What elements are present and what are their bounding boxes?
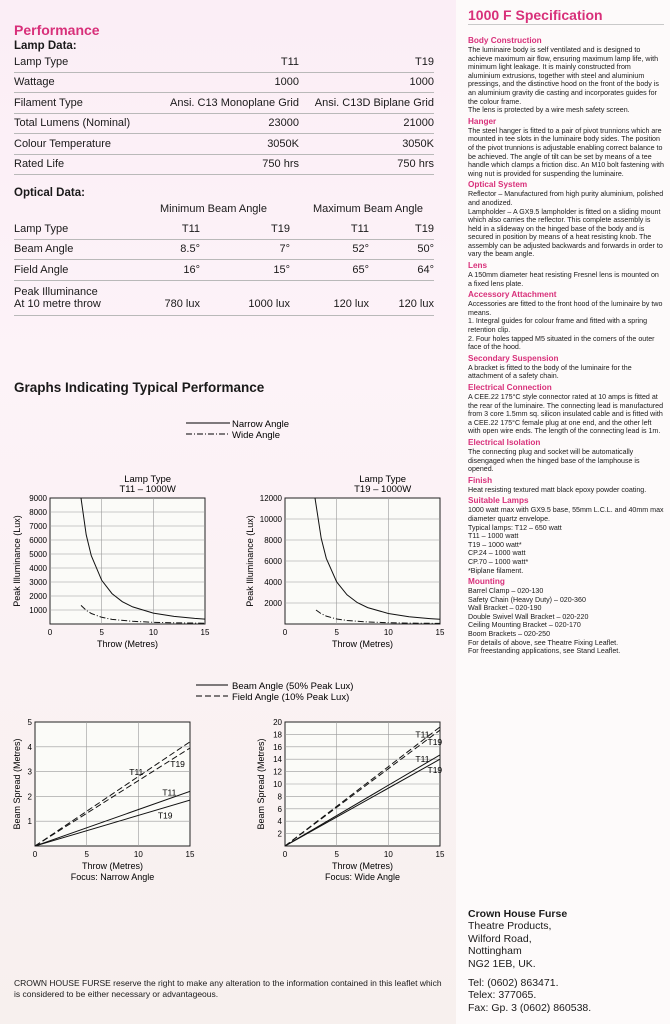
y-tick-label: 2 bbox=[27, 792, 32, 802]
peak-label-2: At 10 metre throw bbox=[14, 297, 101, 310]
y-axis-label: Beam Spread (Metres) bbox=[256, 738, 266, 830]
max-t19-value: 50° bbox=[369, 239, 434, 260]
y-tick-label: 4 bbox=[277, 817, 282, 827]
series-label: T19 bbox=[170, 758, 185, 769]
address-line: Nottingham bbox=[468, 945, 522, 958]
min-t11-value: T11 bbox=[142, 219, 200, 239]
spec-heading: Finish bbox=[468, 475, 493, 485]
address-block bbox=[468, 908, 567, 970]
y-tick-label: 12 bbox=[273, 767, 282, 777]
graphs-title: Graphs Indicating Typical Performance bbox=[14, 380, 265, 395]
x-axis-label: Throw (Metres) bbox=[331, 639, 394, 649]
x-tick-label: 10 bbox=[148, 628, 158, 637]
x-tick-label: 15 bbox=[185, 850, 195, 859]
spec-column bbox=[456, 0, 670, 1024]
legend-field-label: Field Angle (10% Peak Lux) bbox=[232, 692, 350, 703]
x-tick-label: 0 bbox=[282, 628, 288, 637]
optical-data-row bbox=[14, 219, 434, 239]
y-tick-label: 3000 bbox=[29, 578, 47, 587]
y-tick-label: 2 bbox=[277, 829, 282, 839]
y-tick-label: 6000 bbox=[29, 536, 47, 545]
series-label: T11 bbox=[415, 729, 430, 740]
t19-value: 3050K bbox=[299, 134, 434, 155]
t19-value: 21000 bbox=[299, 113, 434, 134]
y-tick-label: 5 bbox=[27, 718, 32, 727]
spec-heading: Mounting bbox=[468, 577, 505, 587]
spec-text: A bracket is fitted to the body of the luminaire for the attachment of a safety chain. bbox=[468, 363, 632, 381]
peak-value-max-t11: 120 lux bbox=[290, 280, 369, 315]
y-tick-label: 6000 bbox=[264, 557, 282, 566]
t19-value: 1000 bbox=[299, 72, 434, 93]
series-label: T11 bbox=[415, 754, 430, 765]
y-tick-label: 1 bbox=[27, 817, 32, 827]
min-t19-value: 7° bbox=[200, 239, 290, 260]
y-tick-label: 18 bbox=[273, 730, 282, 740]
min-t11-value: 8.5° bbox=[142, 239, 200, 260]
spec-title: 1000 F Specification bbox=[468, 7, 603, 23]
t19-value: 750 hrs bbox=[299, 154, 434, 175]
lamp-data-row bbox=[14, 134, 434, 155]
spec-text: A CEE.22 175°C style connector rated at 10 amps is fitted at the rear of the luminaire. The connecting lead is manufactured from 3 core 1.5mm sq. silicon insulated cable and is fitted with a CEE.22 175°C female plug at one end, and the other left with open wire ends. The length of the connecting lead is 1m. bbox=[468, 393, 664, 436]
x-axis-label: Throw (Metres) bbox=[331, 861, 394, 871]
t11-value: 750 hrs bbox=[164, 154, 299, 175]
x-tick-label: 10 bbox=[383, 628, 393, 637]
y-tick-label: 2000 bbox=[29, 592, 47, 601]
t11-value: 23000 bbox=[164, 113, 299, 134]
y-tick-label: 16 bbox=[273, 742, 282, 752]
optical-data-title: Optical Data: bbox=[14, 187, 85, 199]
row-label: Lamp Type bbox=[14, 219, 142, 239]
t19-value: Ansi. C13D Biplane Grid bbox=[299, 93, 434, 114]
chart-title: T19 – 1000W bbox=[354, 484, 412, 495]
performance-title: Performance bbox=[14, 22, 100, 38]
row-label: Wattage bbox=[14, 72, 164, 93]
y-tick-label: 4 bbox=[27, 742, 32, 752]
t11-value: T11 bbox=[164, 52, 299, 72]
legend-top bbox=[186, 419, 289, 441]
row-label: Lamp Type bbox=[14, 52, 164, 72]
y-tick-label: 3 bbox=[27, 767, 32, 777]
y-tick-label: 20 bbox=[273, 718, 282, 727]
spec-text: Reflector – Manufactured from high purity aluminium, polished and anodized. Lampholder – A GX9.5 lampholder is fitted on a sliding mount which also carries the reflector. This complete assembly is held in a slideway on the hinged base of the body and is secured in position by means of a heat resisting knob. The assembly can be adjusted backwards and forwards in order to vary the beam angle. bbox=[468, 190, 664, 259]
y-tick-label: 8 bbox=[277, 792, 282, 802]
spec-heading: Body Construction bbox=[468, 36, 542, 45]
x-tick-label: 5 bbox=[334, 628, 339, 637]
peak-label-1: Peak Illuminance bbox=[14, 285, 98, 298]
spec-title-rule bbox=[468, 24, 664, 25]
y-tick-label: 9000 bbox=[29, 494, 47, 503]
legend-narrow-label: Narrow Angle bbox=[232, 419, 290, 430]
chart-title: T11 – 1000W bbox=[119, 484, 176, 495]
min-beam-label: Minimum Beam Angle bbox=[160, 203, 267, 215]
telex: Telex: 377065. bbox=[468, 989, 537, 1002]
max-beam-label: Maximum Beam Angle bbox=[313, 203, 424, 215]
lamp-data-title: Lamp Data: bbox=[14, 40, 77, 52]
series-label: T19 bbox=[157, 810, 173, 821]
series-label: T19 bbox=[427, 765, 443, 776]
y-axis-label: Peak Illuminance (Lux) bbox=[245, 515, 255, 607]
min-t19-value: 15° bbox=[200, 260, 290, 281]
y-tick-label: 8000 bbox=[264, 536, 282, 545]
spec-text: Heat resisting textured matt black epoxy powder coating. bbox=[468, 485, 647, 494]
x-tick-label: 5 bbox=[334, 850, 339, 859]
x-tick-label: 0 bbox=[32, 850, 38, 859]
chart-title: Lamp Type bbox=[359, 474, 407, 485]
disclaimer: CROWN HOUSE FURSE reserve the right to make any alteration to the information contained in this leaflet which is considered to be either necessary or advantageous. bbox=[14, 978, 442, 999]
graphs-svg bbox=[0, 410, 456, 890]
peak-value-min-t19: 1000 lux bbox=[200, 280, 290, 315]
spec-heading: Electrical Connection bbox=[468, 383, 552, 392]
t11-value: Ansi. C13 Monoplane Grid bbox=[164, 93, 299, 114]
row-label: Beam Angle bbox=[14, 239, 142, 260]
x-tick-label: 10 bbox=[133, 850, 143, 859]
max-t19-value: 64° bbox=[369, 260, 434, 281]
legend-mid bbox=[196, 681, 353, 703]
spec-text: A 150mm diameter heat resisting Fresnel lens is mounted on a fixed lens plate. bbox=[468, 271, 659, 288]
y-tick-label: 5000 bbox=[29, 550, 47, 559]
y-tick-label: 14 bbox=[273, 755, 282, 765]
legend-wide-label: Wide Angle bbox=[232, 430, 281, 441]
row-label: Field Angle bbox=[14, 260, 142, 281]
t11-value: 3050K bbox=[164, 134, 299, 155]
y-tick-label: 1000 bbox=[29, 606, 47, 615]
min-t19-value: T19 bbox=[200, 219, 290, 239]
address-line: NG2 1EB, UK. bbox=[468, 957, 536, 970]
row-label: Rated Life bbox=[14, 154, 164, 175]
chart-3 bbox=[12, 718, 195, 882]
optical-data-row bbox=[14, 260, 434, 281]
peak-value-max-t19: 120 lux bbox=[369, 280, 434, 315]
series-label: T11 bbox=[129, 766, 144, 777]
spec-body bbox=[468, 34, 664, 656]
max-t11-value: T11 bbox=[290, 219, 369, 239]
y-tick-label: 12000 bbox=[259, 494, 282, 503]
spec-heading: Suitable Lamps bbox=[468, 496, 529, 506]
optical-data-table bbox=[14, 219, 434, 316]
x-tick-label: 10 bbox=[383, 850, 393, 859]
company-name: Crown House Furse bbox=[468, 908, 568, 920]
spec-heading: Optical System bbox=[468, 180, 528, 190]
x-tick-label: 5 bbox=[84, 850, 89, 859]
lamp-data-row bbox=[14, 93, 434, 114]
x-tick-label: 15 bbox=[435, 628, 445, 637]
fax: Fax: Gp. 3 (0602) 860538. bbox=[468, 1001, 592, 1014]
spec-heading: Electrical Isolation bbox=[468, 437, 541, 447]
peak-value-min-t11: 780 lux bbox=[142, 280, 200, 315]
row-label: Filament Type bbox=[14, 93, 164, 114]
peak-illuminance-row bbox=[14, 280, 434, 315]
y-tick-label: 7000 bbox=[29, 522, 47, 531]
y-tick-label: 4000 bbox=[29, 564, 47, 573]
optical-data-row bbox=[14, 239, 434, 260]
spec-heading: Accessory Attachment bbox=[468, 290, 557, 300]
chart-1 bbox=[12, 474, 210, 649]
max-t11-value: 52° bbox=[290, 239, 369, 260]
x-axis-label: Throw (Metres) bbox=[96, 639, 159, 649]
spec-text: The luminaire body is self ventilated and is designed to achieve maximum air flow, ensuring maximum lamp life, with minimum light leakage. It is mainly constructed from aluminium extrusions, together with steel and aluminium pressings, and the distinctive hood on the front of the body is an aluminium gravity die casting and incorporates guides for the colour frame. The lens is protected by a wire mesh safety screen. bbox=[468, 46, 659, 115]
legend-beam-label: Beam Angle (50% Peak Lux) bbox=[232, 681, 354, 692]
x-tick-label: 15 bbox=[200, 628, 210, 637]
address-line: Wilford Road, bbox=[468, 932, 532, 945]
t19-value: T19 bbox=[299, 52, 434, 72]
max-t11-value: 65° bbox=[290, 260, 369, 281]
y-axis-label: Peak Illuminance (Lux) bbox=[12, 515, 22, 607]
x-tick-label: 0 bbox=[282, 850, 288, 859]
chart-4 bbox=[256, 718, 445, 882]
lamp-data-row bbox=[14, 154, 434, 175]
x-axis-label: Throw (Metres) bbox=[81, 861, 144, 871]
y-tick-label: 6 bbox=[277, 804, 282, 814]
spec-text: Accessories are fitted to the front hood of the luminaire by two means. 1. Integral guides for colour frame and fitted with a spring retention clip. 2. Four holes tapped M5 situated in the corners of the outer face of the hood. bbox=[468, 300, 663, 352]
y-tick-label: 10000 bbox=[259, 515, 282, 524]
chart-title: Lamp Type bbox=[124, 474, 172, 485]
series-label: T19 bbox=[427, 736, 443, 747]
lamp-data-table bbox=[14, 52, 434, 175]
x-tick-label: 0 bbox=[47, 628, 53, 637]
spec-text: Barrel Clamp – 020-130 Safety Chain (Heavy Duty) – 020-360 Wall Bracket – 020-190 Double Swivel Wall Bracket – 020-220 Ceiling Mounting Bracket – 020-170 Boom Brackets – 020-250 For details of above, see Theatre Fixing Leaflet. For freestanding applications, see Stand Leaflet. bbox=[468, 587, 621, 656]
row-label: Colour Temperature bbox=[14, 134, 164, 155]
plot-area bbox=[35, 722, 190, 846]
row-label: Total Lumens (Nominal) bbox=[14, 113, 164, 134]
spec-text: 1000 watt max with GX9.5 base, 55mm L.C.L. and 40mm max diameter quartz envelope. Typical lamps: T12 – 650 watt T11 – 1000 watt T19 – 1000 watt* CP.24 – 1000 watt CP.70 – 1000 watt* *Biplane filament. bbox=[468, 506, 664, 575]
spec-text: The connecting plug and socket will be automatically disengaged when the hinged base of the lamphouse is opened. bbox=[468, 447, 640, 474]
y-tick-label: 2000 bbox=[264, 599, 282, 608]
spec-heading: Secondary Suspension bbox=[468, 353, 559, 363]
charts bbox=[12, 474, 445, 882]
chart-title: Focus: Narrow Angle bbox=[70, 872, 155, 882]
min-t11-value: 16° bbox=[142, 260, 200, 281]
spec-text: The steel hanger is fitted to a pair of pivot trunnions which are mounted in tee slots in the luminaire body sides. The position of the pivot trunnions is adjustable enabling correct balance to be achieved. The angle of tilt can be set by means of a tee handle which clamps a friction disc. An M10 bolt fastening with wing nut is provided for suspending the luminaire. bbox=[468, 126, 664, 178]
spec-heading: Hanger bbox=[468, 116, 497, 126]
contact-block bbox=[468, 977, 591, 1014]
y-tick-label: 8000 bbox=[29, 508, 47, 517]
lamp-data-row bbox=[14, 72, 434, 93]
telephone: Tel: (0602) 863471. bbox=[468, 977, 559, 989]
address-line: Theatre Products, bbox=[468, 920, 552, 933]
t11-value: 1000 bbox=[164, 72, 299, 93]
lamp-data-row bbox=[14, 113, 434, 134]
y-tick-label: 10 bbox=[273, 780, 282, 789]
y-axis-label: Beam Spread (Metres) bbox=[12, 738, 22, 830]
peak-label bbox=[14, 280, 142, 315]
series-label: T11 bbox=[162, 787, 177, 798]
chart-title: Focus: Wide Angle bbox=[324, 872, 401, 882]
spec-heading: Lens bbox=[468, 261, 488, 271]
x-tick-label: 15 bbox=[435, 850, 445, 859]
x-tick-label: 5 bbox=[99, 628, 104, 637]
lamp-data-row bbox=[14, 52, 434, 72]
plot-area bbox=[50, 498, 205, 624]
chart-2 bbox=[245, 474, 445, 649]
max-t19-value: T19 bbox=[369, 219, 434, 239]
y-tick-label: 4000 bbox=[264, 578, 282, 587]
